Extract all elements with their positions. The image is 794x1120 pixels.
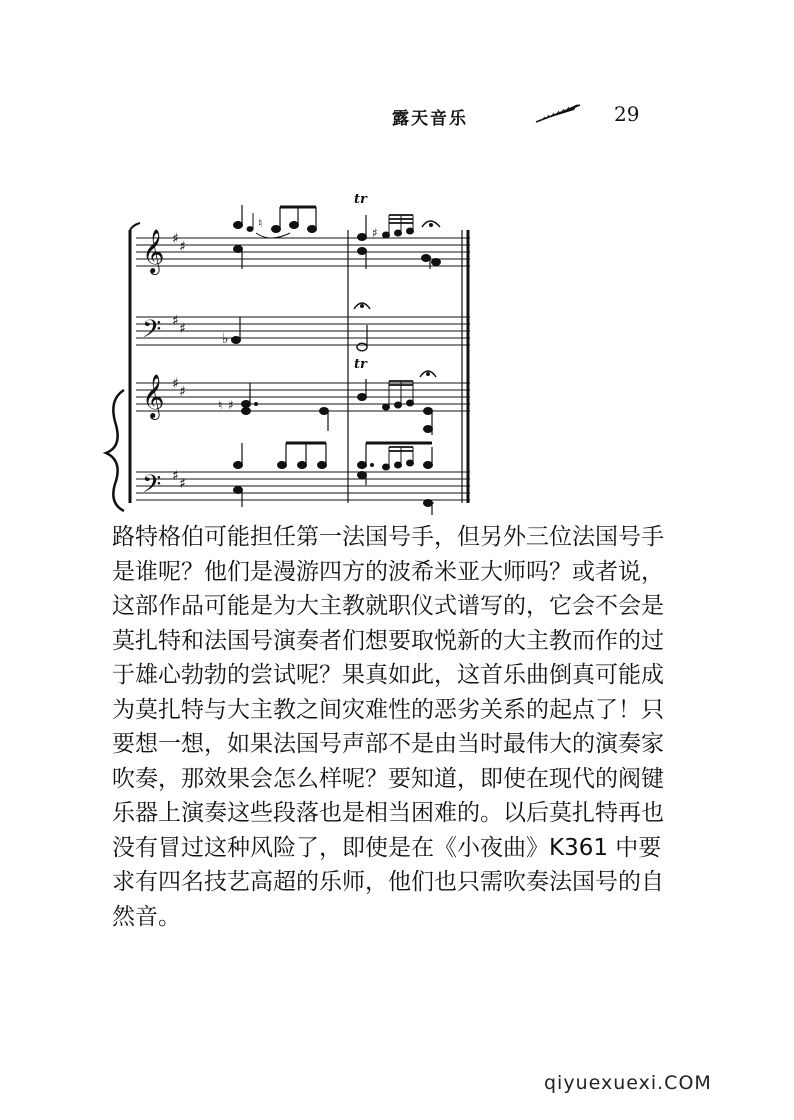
running-header	[392, 100, 652, 130]
svg-text:♯: ♯	[172, 231, 179, 247]
body-line: 莫扎特和法国号演奏者们想要取悦新的大主教而作的过	[112, 627, 664, 654]
svg-text:♯: ♯	[179, 239, 186, 255]
body-line: 要想一想，如果法国号声部不是由当时最伟大的演奏家	[112, 731, 664, 757]
page-number: 29	[614, 102, 640, 126]
svg-text:♯: ♯	[372, 226, 378, 240]
music-score	[100, 185, 480, 515]
svg-text:♯: ♯	[172, 376, 179, 392]
body-line: 是谁呢？他们是漫游四方的波希米亚大师吗？或者说，	[112, 558, 664, 585]
svg-text:♯: ♯	[179, 476, 186, 492]
site-watermark: qiyuexuexi.COM	[544, 1072, 712, 1094]
piano-brace-icon	[106, 390, 124, 511]
key-signature-sharps	[172, 231, 186, 492]
svg-text:♭: ♭	[222, 331, 229, 347]
chapter-title: 露天音乐	[392, 109, 468, 129]
svg-text:♯: ♯	[172, 313, 179, 329]
svg-text:♯: ♯	[179, 384, 186, 400]
svg-text:♮: ♮	[258, 216, 263, 230]
body-line: 乐器上演奏这些段落也是相当困难的。以后莫扎特再也	[112, 800, 664, 826]
body-line: 于雄心勃勃的尝试呢？果真如此，这首乐曲倒真可能成	[112, 662, 664, 688]
svg-text:𝄢: 𝄢	[142, 315, 162, 350]
svg-text:𝄢: 𝄢	[142, 470, 162, 505]
svg-text:𝄞: 𝄞	[142, 374, 165, 418]
svg-text:♯: ♯	[172, 468, 179, 484]
body-paragraph	[112, 520, 692, 934]
body-line: 然音。	[112, 903, 181, 930]
body-line: 没有冒过这种风险了，即使是在《小夜曲》K361 中要	[112, 834, 662, 861]
svg-text:♯: ♯	[179, 321, 186, 337]
body-line: 为莫扎特与大主教之间灾难性的恶劣关系的起点了！只	[112, 696, 664, 723]
svg-text:♮: ♮	[218, 398, 223, 412]
body-line: 路特格伯可能担任第一法国号手，但另外三位法国号手	[112, 524, 664, 550]
svg-text:𝄞: 𝄞	[142, 229, 165, 273]
svg-text:♯: ♯	[228, 398, 234, 412]
body-line: 这部作品可能是为大主教就职仪式谱写的，它会不会是	[112, 593, 664, 619]
svg-text:tr: tr	[354, 192, 367, 207]
body-line: 求有四名技艺高超的乐师，他们也只需吹奏法国号的自	[112, 869, 664, 895]
feather-ornament-icon	[534, 102, 584, 124]
body-line: 吹奏，那效果会怎么样呢？要知道，即使在现代的阀键	[112, 765, 664, 792]
svg-text:tr: tr	[354, 357, 367, 372]
